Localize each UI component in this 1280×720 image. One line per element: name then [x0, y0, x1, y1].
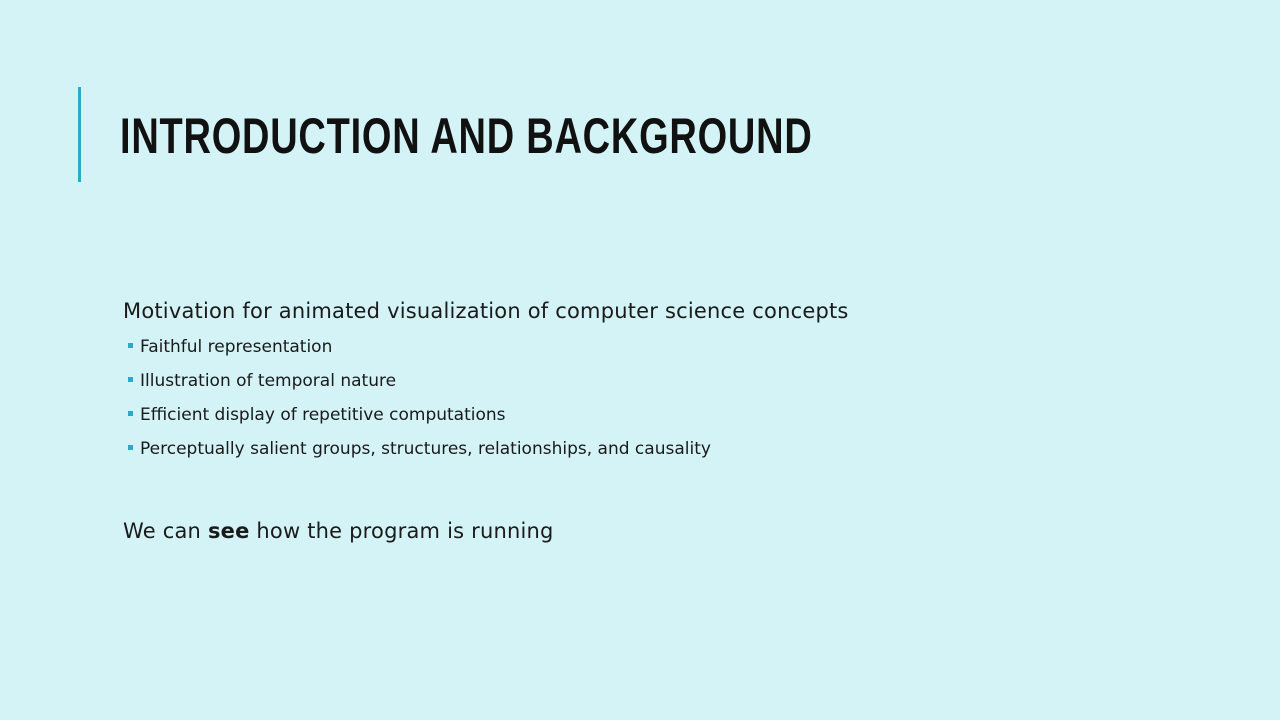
- square-bullet-icon: [128, 377, 133, 382]
- title-accent-bar: [78, 87, 81, 182]
- bullet-item: [123, 330, 1173, 364]
- conclusion-suffix: how the program is running: [249, 519, 554, 543]
- slide-content: [123, 296, 1173, 466]
- lead-text: Motivation for animated visualization of computer science concepts: [123, 299, 849, 323]
- bullet-item: [123, 364, 1173, 398]
- square-bullet-icon: [128, 343, 133, 348]
- conclusion-emphasis: see: [207, 519, 250, 543]
- bullet-item: [123, 398, 1173, 432]
- bullet-item: [123, 432, 1173, 466]
- bullet-text: Faithful representation: [140, 337, 333, 357]
- bullet-text: Perceptually salient groups, structures, relationships, and causality: [140, 439, 711, 459]
- square-bullet-icon: [128, 411, 133, 416]
- bullet-text: Efficient display of repetitive computations: [140, 405, 506, 425]
- square-bullet-icon: [128, 445, 133, 450]
- slide-title: INTRODUCTION AND BACKGROUND: [120, 108, 813, 164]
- bullet-text: Illustration of temporal nature: [140, 371, 397, 391]
- conclusion-text: [123, 516, 554, 546]
- bullet-list: [123, 330, 1173, 466]
- conclusion-prefix: We can: [123, 519, 208, 543]
